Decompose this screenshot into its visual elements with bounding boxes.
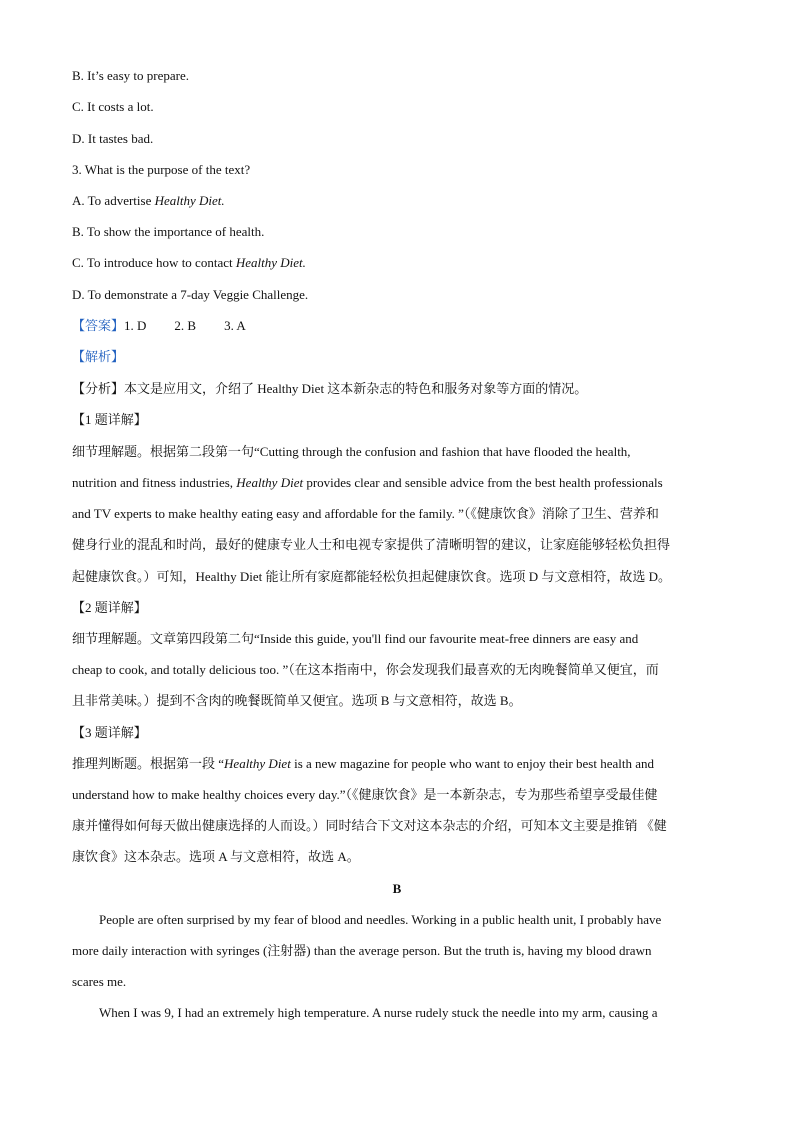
detail-1-line: 健身行业的混乱和时尚，最好的健康专业人士和电视专家提供了清晰明智的建议，让家庭能够轻松负担得 [72,537,671,552]
answer-line [72,317,246,335]
answer-2: 2. B [174,318,197,333]
option-3d: D. To demonstrate a 7-day Veggie Challenge. [72,287,309,302]
passage-line: more daily interaction with syringes (注射器) than the average person. But the truth is, having my blood drawn [72,943,652,958]
section-b-title: B [392,881,402,896]
detail-3-heading: 【3 题详解】 [72,725,147,740]
detail-2-heading: 【2 题详解】 [72,600,147,615]
detail-3-line: 推理判断题。根据第一段 “Healthy Diet is a new magazine for people who want to enjoy their best health and [72,756,654,771]
detail-1-heading: 【1 题详解】 [72,412,147,427]
detail-1-line: nutrition and fitness industries, Healthy Diet provides clear and sensible advice from the best health professionals [72,475,663,490]
detail-2-line: 且非常美味。）提到不含肉的晚餐既简单又便宜。选项 B 与文意相符，故选 B。 [72,693,522,708]
answer-1: 1. D [124,318,147,333]
question-3-stem: 3. What is the purpose of the text? [72,162,251,177]
detail-3-line: 康饮食》这本杂志。选项 A 与文意相符，故选 A。 [72,849,360,864]
option-2d: D. It tastes bad. [72,131,154,146]
option-3b: B. To show the importance of health. [72,224,265,239]
detail-3-line: understand how to make healthy choices every day.”（《健康饮食》是一本新杂志，专为那些希望享受最佳健 [72,787,658,802]
summary-line [72,380,587,398]
detail-1-line: and TV experts to make healthy eating easy and affordable for the family. ”（《健康饮食》消除了卫生、营养和 [72,506,659,521]
passage-line: People are often surprised by my fear of blood and needles. Working in a public health unit, I probably have [99,912,662,927]
option-3a: A. To advertise Healthy Diet. [72,193,225,208]
option-2b: B. It’s easy to prepare. [72,68,189,83]
analysis-label: 【解析】 [72,349,125,364]
detail-3-line: 康并懂得如何每天做出健康选择的人而设。）同时结合下文对这本杂志的介绍，可知本文主要是推销 《健 [72,818,667,833]
detail-2-line: 细节理解题。文章第四段第二句“Inside this guide, you'll find our favourite meat-free dinners are easy and [72,631,639,646]
detail-2-line: cheap to cook, and totally delicious too. ”（在这本指南中，你会发现我们最喜欢的无肉晚餐简单又便宜，而 [72,662,659,677]
summary-text: 本文是应用文，介绍了 Healthy Diet 这本新杂志的特色和服务对象等方面的情况。 [124,381,588,396]
passage-line: scares me. [72,974,127,989]
passage-line: When I was 9, I had an extremely high temperature. A nurse rudely stuck the needle into my arm, causing a [99,1005,658,1020]
option-3c: C. To introduce how to contact Healthy Diet. [72,255,306,270]
answer-label: 【答案】 [72,318,125,333]
detail-1-line: 起健康饮食。）可知，Healthy Diet 能让所有家庭都能轻松负担起健康饮食。选项 D 与文意相符，故选 D。 [72,569,672,584]
detail-1-line: 细节理解题。根据第二段第一句“Cutting through the confusion and fashion that have flooded the health, [72,444,631,459]
option-2c: C. It costs a lot. [72,99,154,114]
answer-3: 3. A [224,318,246,333]
summary-label: 【分析】 [72,381,125,396]
